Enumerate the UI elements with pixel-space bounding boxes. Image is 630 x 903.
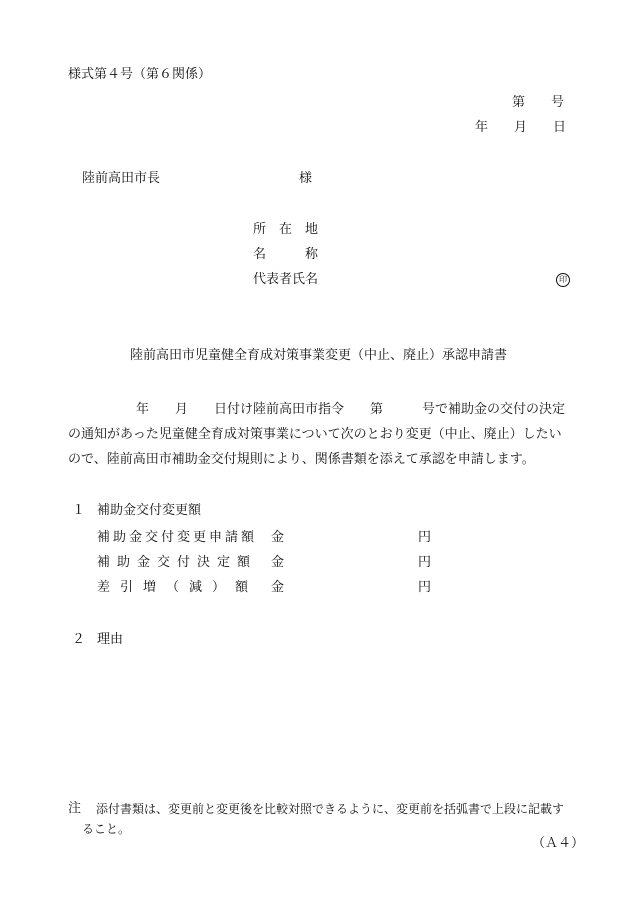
note-label: 注 — [68, 801, 82, 816]
amount-row-label: 補助金交付変更申請額 — [97, 530, 254, 545]
addressee-name: 陸前高田市長 — [82, 171, 161, 186]
amount-row-label: 差引増（減）額 — [97, 580, 254, 595]
document-title: 陸前高田市児童健全育成対策事業変更（中止、廃止）承認申請書 — [130, 348, 508, 363]
body-line-2: の通知があった児童健全育成対策事業について次のとおり変更（中止、廃止）したい — [68, 427, 562, 442]
section2-number: ２ — [72, 632, 86, 647]
amount-row-label: 補助金交付決定額 — [97, 555, 254, 570]
section1-heading: 補助金交付変更額 — [97, 503, 202, 518]
section2-heading: 理由 — [97, 632, 124, 647]
paper-size-label: （Ａ４） — [532, 836, 585, 851]
note-line-1: 添付書類は、変更前と変更後を比較対照できるように、変更前を括弧書で上段に記載す — [96, 802, 565, 816]
section1-number: １ — [72, 503, 86, 518]
addressee-honorific: 様 — [299, 171, 313, 186]
document-number-line: 第 号 — [512, 95, 565, 110]
amount-row-unit: 円 — [418, 555, 432, 570]
amount-row-prefix: 金 — [271, 530, 285, 545]
note-line-2: ること。 — [82, 822, 131, 836]
document-date-line: 年 月 日 — [475, 120, 567, 135]
seal-icon: 印 — [556, 273, 570, 287]
amount-row-prefix: 金 — [271, 555, 285, 570]
body-line-3: ので、陸前高田市補助金交付規則により、関係書類を添えて承認を申請します。 — [68, 452, 535, 467]
form-number: 様式第４号（第６関係） — [68, 67, 212, 82]
applicant-name-label: 名 称 — [253, 247, 319, 262]
amount-row-unit: 円 — [418, 530, 432, 545]
applicant-rep-label: 代表者氏名 — [253, 272, 319, 287]
amount-row-unit: 円 — [418, 580, 432, 595]
applicant-location-label: 所 在 地 — [253, 222, 319, 237]
amount-row-prefix: 金 — [271, 580, 285, 595]
body-line-1: 年 月 日付け陸前高田市指令 第 号で補助金の交付の決定 — [136, 402, 566, 417]
